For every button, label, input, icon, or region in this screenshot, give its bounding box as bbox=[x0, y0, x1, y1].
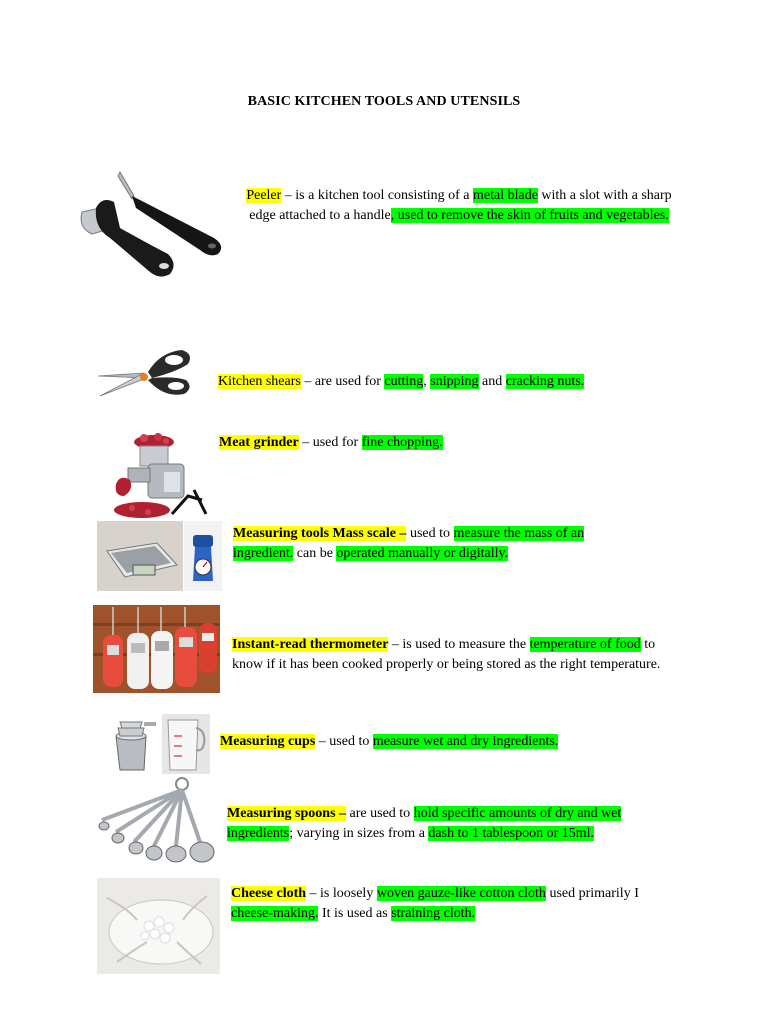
shears-term: Kitchen shears bbox=[218, 374, 301, 389]
cheese-cloth-image bbox=[97, 878, 220, 974]
scale-term: Measuring tools Mass scale – bbox=[233, 526, 407, 541]
cloth-entry: Cheese cloth – is loosely woven gauze-like cotton cloth used primarily I cheese-making. It is used as straining cloth. bbox=[231, 886, 639, 921]
grinder-term: Meat grinder bbox=[219, 435, 299, 450]
page-title: BASIC KITCHEN TOOLS AND UTENSILS bbox=[247, 94, 521, 109]
spoons-term: Measuring spoons – bbox=[227, 806, 347, 821]
peeler-term: Peeler bbox=[246, 188, 282, 203]
thermometer-entry: Instant-read thermometer – is used to measure the temperature of food to know if it has been cooked properly or being stored as the right temperature. bbox=[232, 637, 661, 672]
measuring-cups-image bbox=[112, 714, 210, 774]
cloth-term: Cheese cloth bbox=[231, 886, 307, 901]
meat-grinder-image bbox=[110, 430, 208, 522]
spoons-entry: Measuring spoons – are used to hold specific amounts of dry and wet ingredients; varying in sizes from a dash to 1 tablespoon or 15ml. bbox=[227, 806, 622, 841]
scale-entry: Measuring tools Mass scale – used to measure the mass of an ingredient. can be operated manually or digitally. bbox=[233, 526, 585, 561]
grinder-entry: Meat grinder – used for fine chopping. bbox=[219, 435, 443, 450]
thermometer-image bbox=[93, 605, 220, 693]
peeler-image bbox=[74, 168, 229, 280]
kitchen-shears-image bbox=[94, 346, 196, 406]
mass-scale-image bbox=[97, 521, 222, 591]
shears-entry: Kitchen shears – are used for cutting, snipping and cracking nuts. bbox=[218, 374, 585, 389]
thermometer-term: Instant-read thermometer bbox=[232, 637, 389, 652]
cups-term: Measuring cups bbox=[220, 734, 316, 749]
peeler-entry: Peeler – is a kitchen tool consisting of a metal blade with a slot with a sharp edge attached to a handle, used to remove the skin of fruits and vegetables. bbox=[246, 188, 672, 223]
measuring-spoons-image bbox=[96, 776, 220, 868]
cups-entry: Measuring cups – used to measure wet and dry ingredients. bbox=[220, 734, 559, 749]
